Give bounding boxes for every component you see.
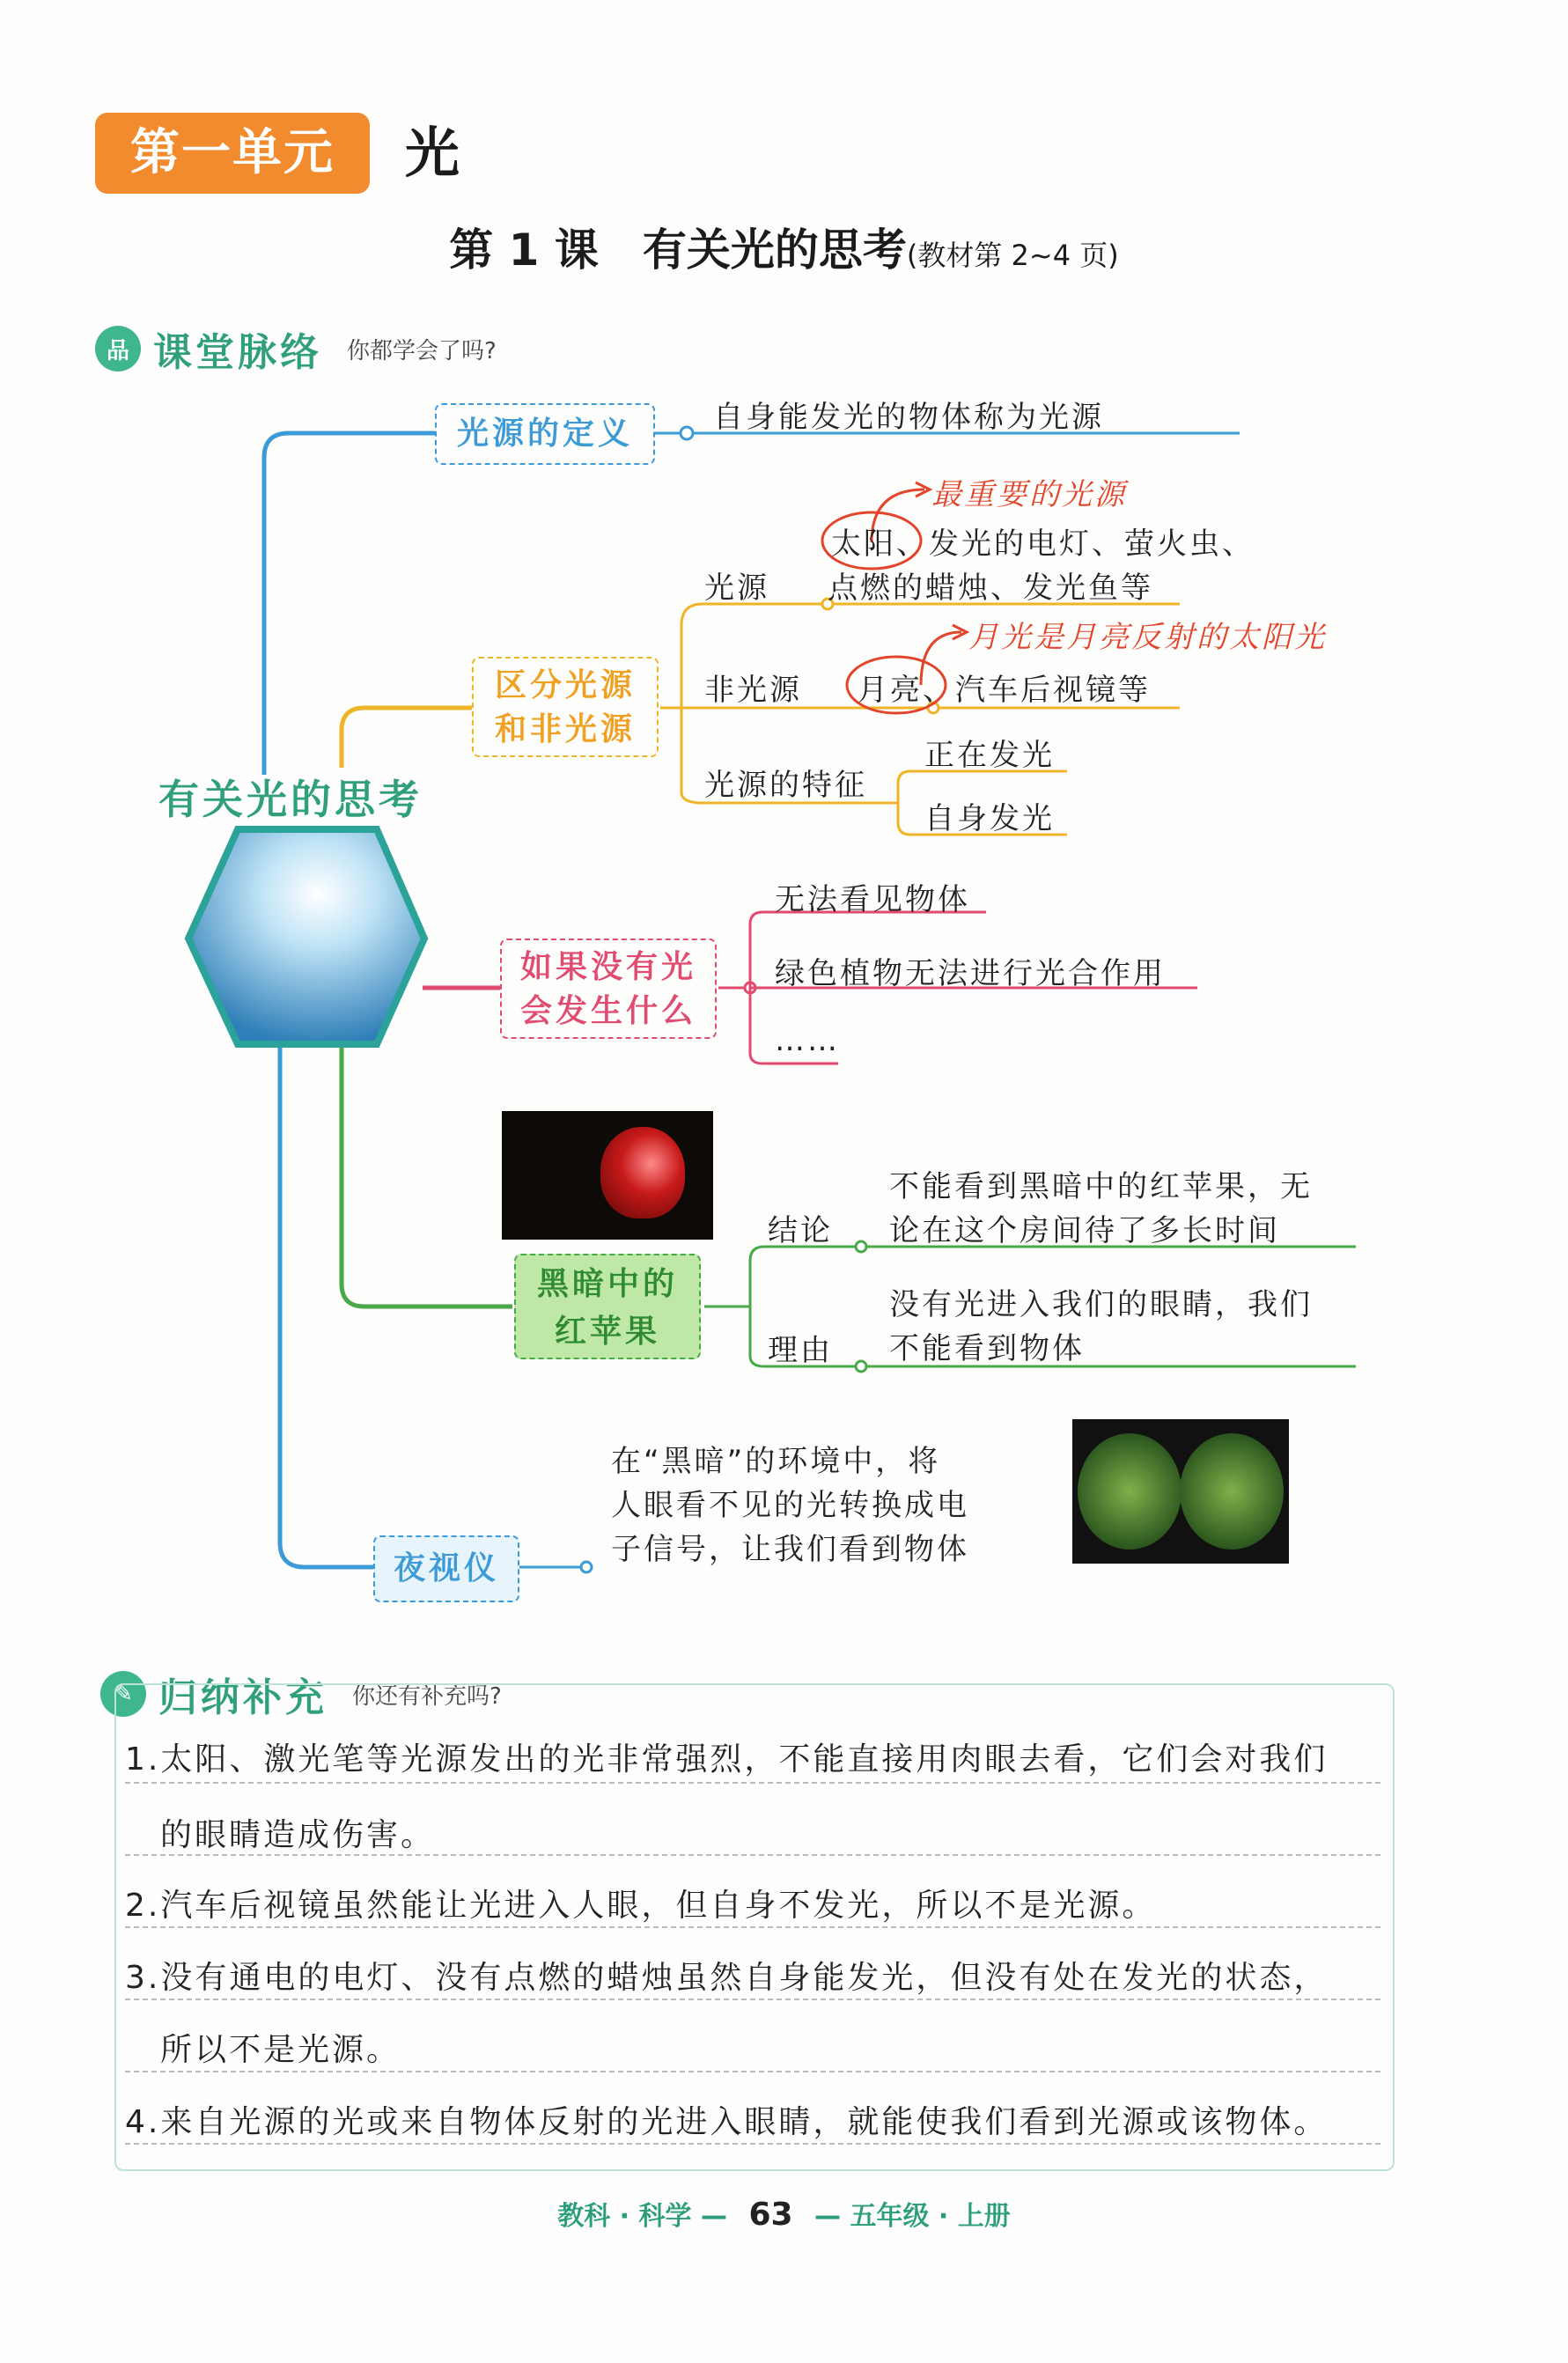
summary-rule	[125, 2143, 1380, 2145]
page-footer: 教科 · 科学 — 63 — 五年级 · 上册	[557, 2197, 1011, 2233]
node-nolight-line2: 会发生什么	[519, 993, 696, 1029]
source-line1	[831, 519, 1255, 563]
summary-line-4: 3.没有通电的电灯、没有点燃的蜡烛虽然自身能发光，但没有处在发光的状态，	[125, 1960, 1329, 1996]
node-distinguish-line1: 区分光源	[494, 667, 636, 703]
unit-badge: 第一单元	[95, 113, 370, 194]
nightvision-lens-right	[1180, 1433, 1284, 1550]
footer-grade: 五年级 · 上册	[850, 2201, 1011, 2232]
summary-rule	[125, 2071, 1380, 2072]
summary-line-2: 的眼睛造成伤害。	[160, 1817, 436, 1853]
source-label: 光源	[704, 571, 769, 606]
reason-line2: 不能看到物体	[889, 1331, 1085, 1366]
red-apple-photo	[502, 1111, 713, 1240]
reason-line1: 没有光进入我们的眼睛，我们	[889, 1287, 1313, 1322]
apple-shape	[600, 1127, 685, 1218]
reason-label: 理由	[768, 1333, 833, 1368]
summary-line-1: 1.太阳、激光笔等光源发出的光非常强烈，不能直接用肉眼去看，它们会对我们	[125, 1741, 1329, 1778]
lesson-title-text: 第 1 课 有关光的思考	[449, 225, 907, 276]
section2-subtitle: 你还有补充吗?	[352, 1682, 502, 1710]
summary-line-5: 所以不是光源。	[160, 2032, 401, 2068]
nolight-item-1: 无法看见物体	[775, 882, 970, 917]
nonsource-rest: 、汽车后视镜等	[923, 673, 1151, 708]
node-definition: 光源的定义	[435, 403, 655, 465]
nightvision-photo	[1072, 1419, 1289, 1564]
conclusion-line2: 论在这个房间待了多长时间	[889, 1213, 1280, 1248]
nightvision-lens-left	[1078, 1433, 1182, 1550]
section2-title: 归纳补充	[158, 1675, 328, 1720]
pencil-icon: ✎	[100, 1671, 146, 1717]
node-apple-line1: 黑暗中的	[536, 1266, 678, 1302]
summary-line-3: 2.汽车后视镜虽然能让光进入人眼，但自身不发光，所以不是光源。	[125, 1888, 1157, 1924]
conclusion-label: 结论	[768, 1213, 833, 1248]
nonsource-line	[858, 666, 1151, 709]
section-title: 课堂脉络	[153, 330, 322, 375]
summary-rule	[125, 1926, 1380, 1928]
summary-line-6: 4.来自光源的光或来自物体反射的光进入眼睛，就能使我们看到光源或该物体。	[125, 2104, 1329, 2140]
source-line1-rest: 、发光的电灯、萤火虫、	[896, 526, 1255, 562]
node-nolight	[500, 939, 717, 1039]
node-apple-line2: 红苹果	[554, 1314, 660, 1350]
node-distinguish-line2: 和非光源	[494, 711, 636, 747]
nonsource-label: 非光源	[704, 673, 802, 708]
mindmap-center-title: 有关光的思考	[158, 776, 423, 823]
source-circled: 太阳	[831, 526, 896, 562]
feature-label: 光源的特征	[704, 768, 867, 803]
section-subtitle: 你都学会了吗?	[347, 337, 497, 364]
page-number: 63	[748, 2197, 793, 2233]
node-apple	[514, 1254, 701, 1359]
definition-text: 自身能发光的物体称为光源	[713, 400, 1104, 435]
nolight-item-3: ……	[775, 1023, 840, 1058]
nonsource-note: 月光是月亮反射的太阳光	[968, 620, 1327, 655]
structure-icon: 品	[95, 326, 141, 372]
lesson-ref: (教材第 2~4 页)	[906, 239, 1119, 272]
source-note: 最重要的光源	[931, 477, 1127, 512]
summary-rule	[125, 1999, 1380, 2000]
feature-2: 自身发光	[924, 801, 1055, 836]
nightvision-line2: 人眼看不见的光转换成电	[611, 1488, 969, 1523]
source-line2: 点燃的蜡烛、发光鱼等	[828, 571, 1153, 606]
node-nightvision: 夜视仪	[373, 1535, 519, 1602]
node-distinguish	[472, 657, 659, 757]
nightvision-line1: 在“黑暗”的环境中，将	[611, 1444, 941, 1479]
node-nolight-line1: 如果没有光	[519, 949, 696, 985]
feature-1: 正在发光	[924, 738, 1055, 773]
nolight-item-2: 绿色植物无法进行光合作用	[775, 956, 1166, 991]
footer-subject: 教科 · 科学	[557, 2201, 692, 2232]
nightvision-line3: 子信号，让我们看到物体	[611, 1532, 969, 1567]
summary-rule	[125, 1782, 1380, 1784]
conclusion-line1: 不能看到黑暗中的红苹果，无	[889, 1169, 1313, 1204]
summary-rule	[125, 1854, 1380, 1856]
nonsource-circled: 月亮	[858, 673, 923, 708]
unit-name: 光	[405, 121, 460, 185]
